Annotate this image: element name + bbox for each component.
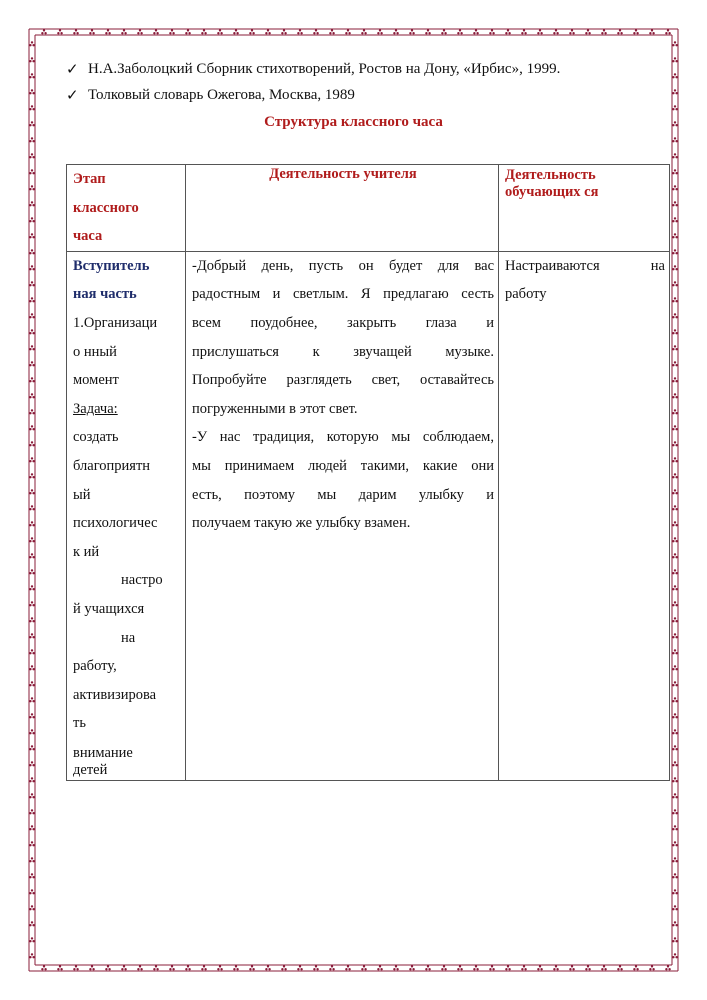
border-ornament xyxy=(153,965,159,970)
border-ornament xyxy=(41,29,47,34)
border-ornament xyxy=(672,857,678,862)
stage-line: 1.Организаци xyxy=(73,314,158,331)
border-ornament xyxy=(441,29,447,34)
border-ornament xyxy=(29,425,35,430)
border-ornament xyxy=(672,713,678,718)
header-stage-line: Этап xyxy=(73,171,106,187)
border-ornament xyxy=(672,521,678,526)
border-ornament xyxy=(601,965,607,970)
border-ornament xyxy=(489,29,495,34)
border-ornament xyxy=(409,29,415,34)
border-ornament xyxy=(672,681,678,686)
border-ornament xyxy=(672,41,678,46)
border-ornament xyxy=(105,29,111,34)
border-ornament xyxy=(672,265,678,270)
border-ornament xyxy=(29,889,35,894)
border-ornament xyxy=(29,825,35,830)
task-line: создать xyxy=(73,429,119,446)
border-ornament xyxy=(29,857,35,862)
border-ornament xyxy=(457,29,463,34)
border-ornament xyxy=(665,965,671,970)
border-ornament xyxy=(29,41,35,46)
border-ornament xyxy=(185,965,191,970)
border-ornament xyxy=(553,965,559,970)
border-ornament xyxy=(672,601,678,606)
border-ornament xyxy=(29,169,35,174)
teacher-line: радостным и светлым. Я предлагаю сесть xyxy=(192,286,494,303)
stage-title-line: Вступитель xyxy=(73,257,150,274)
border-ornament xyxy=(672,473,678,478)
border-ornament xyxy=(29,601,35,606)
border-ornament xyxy=(29,729,35,734)
border-ornament xyxy=(633,965,639,970)
reference-list xyxy=(66,56,560,108)
border-ornament xyxy=(137,965,143,970)
border-ornament xyxy=(672,185,678,190)
border-ornament xyxy=(672,57,678,62)
border-ornament xyxy=(29,377,35,382)
border-ornament xyxy=(29,489,35,494)
border-ornament xyxy=(265,29,271,34)
border-ornament xyxy=(672,953,678,958)
border-ornament xyxy=(201,29,207,34)
border-ornament xyxy=(169,965,175,970)
border-ornament xyxy=(73,965,79,970)
border-ornament xyxy=(377,29,383,34)
border-ornament xyxy=(89,29,95,34)
border-ornament xyxy=(672,361,678,366)
border-ornament xyxy=(57,29,63,34)
border-ornament xyxy=(672,89,678,94)
border-ornament xyxy=(569,29,575,34)
border-ornament xyxy=(73,29,79,34)
border-ornament xyxy=(249,965,255,970)
border-ornament xyxy=(265,965,271,970)
border-ornament xyxy=(672,329,678,334)
header-teacher-text: Деятельность учителя xyxy=(269,166,417,182)
border-ornament xyxy=(521,965,527,970)
border-ornament xyxy=(672,697,678,702)
teacher-line: -Добрый день, пусть он будет для вас xyxy=(192,257,494,274)
border-ornament xyxy=(29,345,35,350)
border-ornament xyxy=(672,537,678,542)
border-ornament xyxy=(29,537,35,542)
border-ornament xyxy=(441,965,447,970)
border-ornament xyxy=(29,329,35,334)
reference-text: Толковый словарь Ожегова, Москва, 1989 xyxy=(88,86,355,103)
border-ornament xyxy=(29,873,35,878)
teacher-activity-cell xyxy=(186,251,499,780)
teacher-line: мы принимаем людей такими, какие они xyxy=(192,457,494,474)
task-line: к ий xyxy=(73,543,100,560)
task-line: й учащихся xyxy=(73,600,145,617)
border-ornament xyxy=(553,29,559,34)
border-ornament xyxy=(201,965,207,970)
border-ornament xyxy=(29,297,35,302)
header-teacher xyxy=(186,165,499,252)
border-ornament xyxy=(217,29,223,34)
border-ornament xyxy=(489,965,495,970)
border-ornament xyxy=(672,137,678,142)
border-ornament xyxy=(29,409,35,414)
border-ornament xyxy=(29,89,35,94)
page-title: Структура классного часа xyxy=(264,114,443,130)
border-ornament xyxy=(281,29,287,34)
border-ornament xyxy=(672,617,678,622)
stage-cell xyxy=(67,251,186,780)
border-ornament xyxy=(29,841,35,846)
task-line: благоприятн xyxy=(73,457,151,474)
border-ornament xyxy=(29,185,35,190)
border-ornament xyxy=(29,201,35,206)
task-line: ый xyxy=(73,486,91,503)
check-icon: ✓ xyxy=(66,61,79,78)
border-ornament xyxy=(672,793,678,798)
border-ornament xyxy=(425,965,431,970)
border-ornament xyxy=(29,153,35,158)
border-ornament xyxy=(29,649,35,654)
border-ornament xyxy=(29,745,35,750)
border-ornament xyxy=(29,681,35,686)
border-ornament xyxy=(345,29,351,34)
border-ornament xyxy=(29,521,35,526)
border-ornament xyxy=(672,377,678,382)
teacher-line: всем поудобнее, закрыть глаза и xyxy=(192,314,494,331)
class-hour-structure-table xyxy=(66,164,670,781)
header-stage-line: часа xyxy=(73,228,103,245)
border-ornament xyxy=(185,29,191,34)
students-activity-cell xyxy=(499,251,670,780)
teacher-line: есть, поэтому мы дарим улыбку и xyxy=(192,486,494,503)
border-ornament xyxy=(672,777,678,782)
border-ornament xyxy=(29,57,35,62)
border-ornament xyxy=(672,169,678,174)
border-ornament xyxy=(329,965,335,970)
border-ornament xyxy=(672,393,678,398)
border-ornament xyxy=(217,965,223,970)
border-ornament xyxy=(29,249,35,254)
border-ornament xyxy=(313,29,319,34)
task-line: ть xyxy=(73,715,86,732)
border-ornament xyxy=(617,29,623,34)
task-line: активизирова xyxy=(73,686,157,703)
border-ornament xyxy=(361,29,367,34)
border-ornament xyxy=(29,937,35,942)
border-ornament xyxy=(672,553,678,558)
reference-item xyxy=(66,82,560,108)
task-line: на xyxy=(121,629,136,646)
border-ornament xyxy=(585,29,591,34)
border-ornament xyxy=(672,457,678,462)
border-ornament xyxy=(672,729,678,734)
border-ornament xyxy=(29,713,35,718)
border-ornament xyxy=(473,29,479,34)
border-ornament xyxy=(672,105,678,110)
border-ornament xyxy=(672,489,678,494)
task-label: Задача: xyxy=(73,400,118,417)
border-ornament xyxy=(672,585,678,590)
border-ornament xyxy=(121,965,127,970)
teacher-line: получаем такую же улыбку взамен. xyxy=(192,515,411,532)
border-ornament xyxy=(29,137,35,142)
border-ornament xyxy=(672,569,678,574)
border-ornament xyxy=(617,965,623,970)
teacher-line: Попробуйте разглядеть свет, оставайтесь xyxy=(192,372,494,389)
border-ornament xyxy=(29,921,35,926)
border-ornament xyxy=(29,617,35,622)
border-ornament xyxy=(377,965,383,970)
border-ornament xyxy=(393,965,399,970)
border-ornament xyxy=(41,965,47,970)
border-ornament xyxy=(29,553,35,558)
header-students-line: обучающих ся xyxy=(505,184,599,200)
border-ornament xyxy=(29,457,35,462)
border-ornament xyxy=(361,965,367,970)
border-ornament xyxy=(29,441,35,446)
border-ornament xyxy=(672,745,678,750)
border-ornament xyxy=(672,873,678,878)
border-ornament xyxy=(29,585,35,590)
border-ornament xyxy=(672,921,678,926)
stage-line: о нный xyxy=(73,343,117,360)
border-ornament xyxy=(569,965,575,970)
border-ornament xyxy=(29,361,35,366)
border-ornament xyxy=(29,233,35,238)
border-ornament xyxy=(29,73,35,78)
task-line: настро xyxy=(121,572,163,589)
border-ornament xyxy=(29,953,35,958)
border-ornament xyxy=(29,393,35,398)
reference-item xyxy=(66,56,560,82)
border-ornament xyxy=(425,29,431,34)
table-row xyxy=(67,251,670,780)
border-ornament xyxy=(169,29,175,34)
border-ornament xyxy=(672,809,678,814)
border-ornament xyxy=(233,965,239,970)
border-ornament xyxy=(29,665,35,670)
students-line: работу xyxy=(505,286,547,303)
stage-line: момент xyxy=(73,372,119,389)
border-ornament xyxy=(29,761,35,766)
border-ornament xyxy=(281,965,287,970)
border-ornament xyxy=(473,965,479,970)
border-ornament xyxy=(672,649,678,654)
border-ornament xyxy=(457,965,463,970)
task-line: детей xyxy=(73,761,108,778)
border-ornament xyxy=(672,281,678,286)
border-ornament xyxy=(601,29,607,34)
border-ornament xyxy=(672,761,678,766)
border-ornament xyxy=(672,905,678,910)
border-ornament xyxy=(29,217,35,222)
header-students xyxy=(499,165,670,252)
border-ornament xyxy=(57,965,63,970)
border-ornament xyxy=(137,29,143,34)
teacher-line: прислушаться к звучащей музыке. xyxy=(192,343,494,360)
border-ornament xyxy=(672,409,678,414)
border-ornament xyxy=(409,965,415,970)
border-ornament xyxy=(585,965,591,970)
border-ornament xyxy=(672,937,678,942)
border-ornament xyxy=(672,153,678,158)
task-line: работу, xyxy=(73,658,117,675)
header-students-line: Деятельность xyxy=(505,167,596,183)
border-ornament xyxy=(29,265,35,270)
border-ornament xyxy=(665,29,671,34)
border-ornament xyxy=(505,965,511,970)
table-header-row xyxy=(67,165,670,252)
border-ornament xyxy=(29,905,35,910)
border-ornament xyxy=(649,29,655,34)
border-ornament xyxy=(249,29,255,34)
border-ornament xyxy=(672,73,678,78)
border-ornament xyxy=(29,569,35,574)
reference-text: Н.А.Заболоцкий Сборник стихотворений, Ростов на Дону, «Ирбис», 1999. xyxy=(88,60,561,77)
border-ornament xyxy=(89,965,95,970)
border-ornament xyxy=(233,29,239,34)
border-ornament xyxy=(297,29,303,34)
border-ornament xyxy=(29,313,35,318)
border-ornament xyxy=(537,29,543,34)
border-ornament xyxy=(672,297,678,302)
border-ornament xyxy=(29,105,35,110)
border-ornament xyxy=(29,281,35,286)
header-stage-line: классного xyxy=(73,199,139,216)
border-ornament xyxy=(633,29,639,34)
border-ornament xyxy=(29,777,35,782)
border-ornament xyxy=(313,965,319,970)
border-ornament xyxy=(672,249,678,254)
border-ornament xyxy=(672,201,678,206)
border-ornament xyxy=(29,793,35,798)
border-ornament xyxy=(672,345,678,350)
border-ornament xyxy=(105,965,111,970)
task-line: внимание xyxy=(73,744,133,761)
border-ornament xyxy=(121,29,127,34)
border-ornament xyxy=(672,665,678,670)
header-stage xyxy=(67,165,186,252)
border-ornament xyxy=(29,473,35,478)
border-ornament xyxy=(329,29,335,34)
border-ornament xyxy=(672,313,678,318)
border-ornament xyxy=(29,697,35,702)
stage-title-line: ная часть xyxy=(73,286,137,303)
border-ornament xyxy=(672,217,678,222)
border-ornament xyxy=(29,505,35,510)
border-ornament xyxy=(672,425,678,430)
border-ornament xyxy=(672,841,678,846)
border-ornament xyxy=(672,233,678,238)
border-ornament xyxy=(505,29,511,34)
check-icon: ✓ xyxy=(66,87,79,104)
border-ornament xyxy=(29,809,35,814)
border-ornament xyxy=(393,29,399,34)
border-ornament xyxy=(29,633,35,638)
teacher-line: погруженными в этот свет. xyxy=(192,400,358,417)
border-ornament xyxy=(672,441,678,446)
border-ornament xyxy=(672,825,678,830)
students-line: Настраиваются на xyxy=(505,257,665,274)
border-ornament xyxy=(672,505,678,510)
border-ornament xyxy=(672,889,678,894)
border-ornament xyxy=(153,29,159,34)
border-ornament xyxy=(672,633,678,638)
border-ornament xyxy=(345,965,351,970)
border-ornament xyxy=(297,965,303,970)
border-ornament xyxy=(537,965,543,970)
teacher-line: -У нас традиция, которую мы соблюдаем, xyxy=(192,429,494,446)
border-ornament xyxy=(521,29,527,34)
task-line: психологичес xyxy=(73,515,158,532)
border-ornament xyxy=(649,965,655,970)
